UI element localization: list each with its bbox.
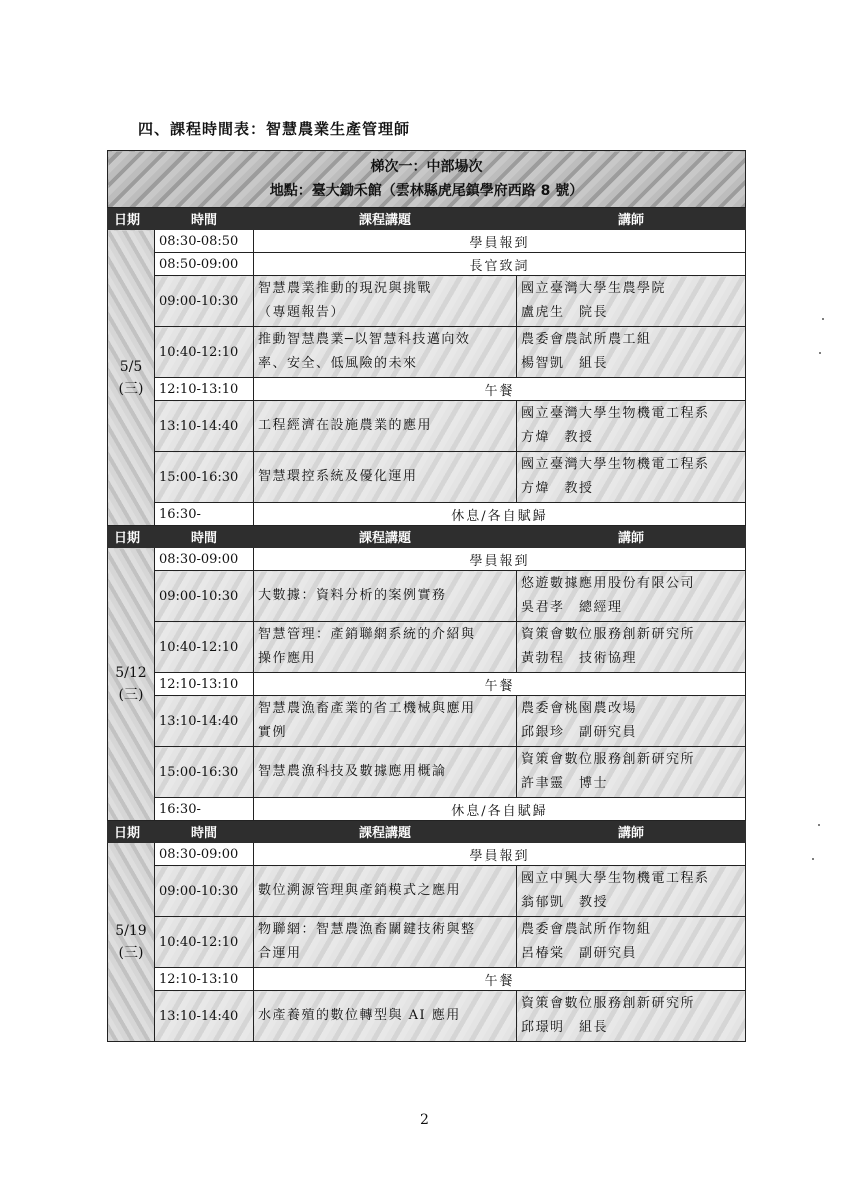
weekday-label: (三) [118,380,144,397]
schedule-row [108,968,746,991]
time-cell: 12:10-13:10 [155,378,254,401]
session-location: 地點：臺大鋤禾館（雲林縣虎尾鎮學府西路 8 號） [269,183,584,199]
schedule-row [108,230,746,253]
column-header-row [108,821,746,843]
weekday-label: (三) [118,687,144,703]
topic-cell [254,917,517,968]
time-cell: 09:00-10:30 [155,571,254,622]
text-line: 農委會農試所農工組 [521,332,652,347]
text-line: 操作應用 [258,651,317,666]
text-line: 水產養殖的數位轉型與 AI 應用 [258,1008,461,1023]
event-cell: 學員報到 [254,548,746,571]
text-line: 智慧農漁畜產業的省工機械與應用 [258,701,476,716]
time-cell: 13:10-14:40 [155,991,254,1042]
topic-cell [254,452,517,503]
text-line: 盧虎生 院長 [521,305,609,320]
text-line: 大數據：資料分析的案例實務 [258,588,447,603]
text-line: 智慧環控系統及優化運用 [258,469,418,484]
column-header-row [108,526,746,548]
time-cell: 08:30-08:50 [155,230,254,253]
topic-cell [254,327,517,378]
schedule-row [108,622,746,673]
schedule-row [108,276,746,327]
time-cell: 10:40-12:10 [155,622,254,673]
time-cell: 08:30-09:00 [155,843,254,866]
lecturer-cell [517,401,746,452]
topic-cell [254,401,517,452]
text-line: 國立中興大學生物機電工程系 [521,871,710,886]
header-topic: 課程講題 [254,821,517,843]
time-cell: 08:30-09:00 [155,548,254,571]
time-cell: 15:00-16:30 [155,747,254,798]
text-line: 吳君孝 總經理 [521,600,623,615]
text-line: 方煒 教授 [521,481,594,496]
header-date: 日期 [108,821,155,843]
event-cell: 學員報到 [254,843,746,866]
schedule-row [108,503,746,526]
text-line: 國立臺灣大學生物機電工程系 [521,406,710,421]
lecturer-cell [517,276,746,327]
date-label: 5/5 [119,358,143,375]
time-cell: 12:10-13:10 [155,968,254,991]
text-line: 邱銀珍 副研究員 [521,725,638,740]
schedule-row [108,696,746,747]
text-line: 率、安全、低風險的未來 [258,356,418,371]
text-line: 許聿靈 博士 [521,776,609,791]
text-line: 農委會農試所作物組 [521,922,652,937]
event-cell: 休息/各自賦歸 [254,503,746,526]
weekday-label: (三) [118,945,144,961]
date-label: 5/19 [115,923,147,939]
lecturer-cell [517,327,746,378]
scan-speck [812,858,814,860]
time-cell: 10:40-12:10 [155,917,254,968]
lecturer-cell [517,622,746,673]
schedule-row [108,747,746,798]
time-cell: 09:00-10:30 [155,276,254,327]
text-line: 推動智慧農業─以智慧科技邁向效 [258,332,471,347]
schedule-row [108,327,746,378]
text-line: 實例 [258,725,288,740]
event-cell: 長官致詞 [254,253,746,276]
text-line: 邱璟明 組長 [521,1020,609,1035]
text-line: 物聯網：智慧農漁畜關鍵技術與整 [258,922,476,937]
lecturer-cell [517,917,746,968]
text-line: 楊智凱 組長 [521,356,609,371]
header-topic: 課程講題 [254,208,517,230]
time-cell: 15:00-16:30 [155,452,254,503]
event-cell: 午餐 [254,673,746,696]
header-date: 日期 [108,208,155,230]
scan-speck [818,824,820,826]
text-line: 黃勃程 技術協理 [521,651,638,666]
schedule-row [108,798,746,821]
time-cell: 09:00-10:30 [155,866,254,917]
text-line: 智慧農業推動的現況與挑戰 [258,281,433,296]
date-label: 5/12 [115,665,147,681]
header-date: 日期 [108,526,155,548]
header-lecturer: 講師 [517,208,746,230]
column-header-row [108,208,746,230]
schedule-row [108,571,746,622]
text-line: 國立臺灣大學生農學院 [521,281,667,296]
text-line: 方煒 教授 [521,430,594,445]
text-line: 合運用 [258,946,302,961]
date-cell [108,843,155,1042]
lecturer-cell [517,696,746,747]
session-title-cell [108,151,746,208]
text-line: 國立臺灣大學生物機電工程系 [521,457,710,472]
topic-cell [254,571,517,622]
text-line: （專題報告） [258,305,346,320]
header-time: 時間 [155,526,254,548]
header-time: 時間 [155,821,254,843]
session-title: 梯次一：中部場次 [370,159,483,175]
event-cell: 午餐 [254,968,746,991]
lecturer-cell [517,747,746,798]
text-line: 農委會桃園農改場 [521,701,638,716]
text-line: 工程經濟在設施農業的應用 [258,418,433,433]
schedule-row [108,452,746,503]
title-row [108,151,746,208]
time-cell: 10:40-12:10 [155,327,254,378]
time-cell: 12:10-13:10 [155,673,254,696]
date-cell [108,230,155,526]
time-cell: 13:10-14:40 [155,401,254,452]
text-line: 資策會數位服務創新研究所 [521,627,696,642]
text-line: 資策會數位服務創新研究所 [521,752,696,767]
topic-cell [254,866,517,917]
schedule-row [108,378,746,401]
lecturer-cell [517,866,746,917]
lecturer-cell [517,452,746,503]
topic-cell [254,276,517,327]
schedule-row [108,253,746,276]
text-line: 呂椿棠 副研究員 [521,946,638,961]
topic-cell [254,747,517,798]
topic-cell [254,991,517,1042]
schedule-row [108,917,746,968]
schedule-row [108,548,746,571]
schedule-table [107,150,746,1042]
lecturer-cell [517,571,746,622]
topic-cell [254,622,517,673]
time-cell: 13:10-14:40 [155,696,254,747]
time-cell: 16:30- [155,798,254,821]
page-heading: 四、課程時間表：智慧農業生產管理師 [138,120,411,138]
schedule-row [108,401,746,452]
scan-speck [822,318,824,320]
date-cell [108,548,155,821]
page-number: 2 [420,1112,429,1128]
text-line: 智慧農漁科技及數據應用概論 [258,764,447,779]
topic-cell [254,696,517,747]
event-cell: 休息/各自賦歸 [254,798,746,821]
time-cell: 16:30- [155,503,254,526]
scan-speck [819,352,821,354]
header-topic: 課程講題 [254,526,517,548]
schedule-row [108,843,746,866]
lecturer-cell [517,991,746,1042]
text-line: 資策會數位服務創新研究所 [521,996,696,1011]
event-cell: 學員報到 [254,230,746,253]
header-lecturer: 講師 [517,821,746,843]
header-lecturer: 講師 [517,526,746,548]
text-line: 數位溯源管理與產銷模式之應用 [258,883,462,898]
text-line: 悠遊數據應用股份有限公司 [521,576,696,591]
schedule-row [108,991,746,1042]
time-cell: 08:50-09:00 [155,253,254,276]
schedule-row [108,866,746,917]
schedule-row [108,673,746,696]
event-cell: 午餐 [254,378,746,401]
text-line: 智慧管理：產銷聯網系統的介紹與 [258,627,476,642]
text-line: 翁郁凱 教授 [521,895,609,910]
header-time: 時間 [155,208,254,230]
